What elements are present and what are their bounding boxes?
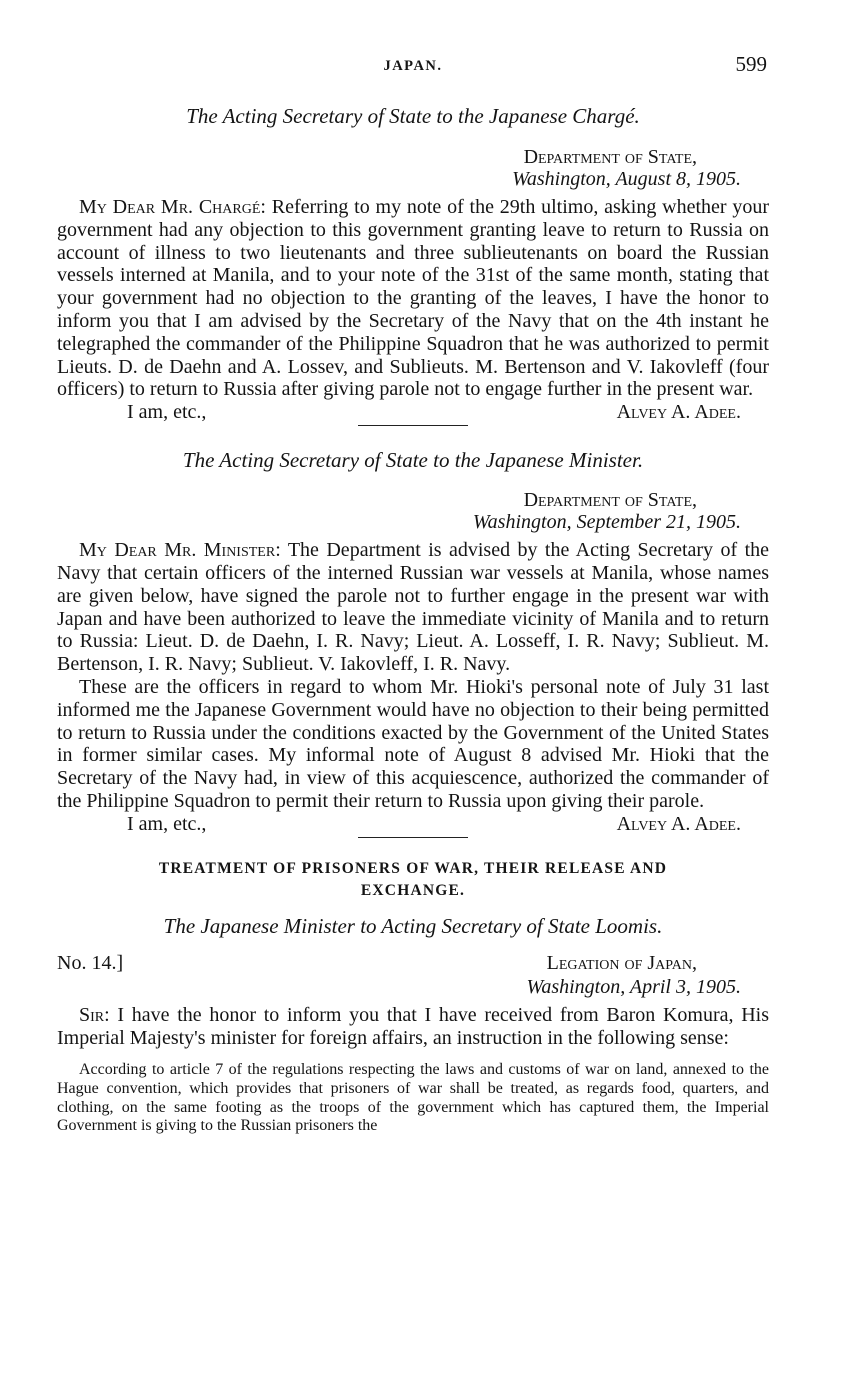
letter-3-number-row: [57, 952, 769, 976]
letter-2-closing: I am, etc.,: [127, 812, 207, 835]
section-title-line1: TREATMENT OF PRISONERS OF WAR, THEIR RELEASE AND: [158, 859, 668, 877]
letter-3: [57, 914, 769, 1136]
letter-1: [57, 104, 769, 426]
letter-1-heading: The Acting Secretary of State to the Japanese Chargé.: [186, 104, 640, 128]
letter-3-quote: According to article 7 of the regulations respecting the laws and customs of war on land, annexed to the Hague convention, which provides that prisoners of war shall be treated, as regards food, quarters, and clothing, on the same footing as the troops of the government which has captured them, the Imperial Government is giving to the Russian prisoners the: [57, 1061, 769, 1135]
letter-3-body: [57, 1004, 769, 1050]
letter-2-address-line2: Washington, September 21, 1905.: [472, 511, 741, 534]
letter-1-address-line2: Washington, August 8, 1905.: [512, 168, 741, 190]
letter-2-address-line1: Department of State,: [523, 489, 697, 512]
divider: [358, 837, 468, 838]
letter-1-text: Referring to my note of the 29th ultimo, asking whether your government had any objection to this government granting leave to return to Russia on account of illness to two lieutenants and three sublieutenants on board the Russian vessels interned at Manila, and to your note of the 31st of the same month, stating that your government had no objection to the granting of the leaves, I have the honor to inform you that I am advised by the Secretary of the Navy that on the 4th instant he telegraphed the commander of the Philippine Squadron that he was authorized to permit Lieuts. D. de Daehn and A. Lossev, and Sublieuts. M. Bertenson and V. Iakovleff (four officers) to return to Russia after giving parole not to engage further in the present war.: [57, 196, 769, 401]
letter-1-closing: I am, etc.,: [127, 401, 207, 424]
letter-3-address: [57, 976, 769, 998]
divider: [358, 425, 468, 426]
letter-1-signature: Alvey A. Adee.: [616, 401, 741, 424]
letter-2-body-2: These are the officers in regard to whom Mr. Hioki's personal note of July 31 last informed me the Japanese Government would have no objection to their being permitted to return to Russia under the conditions exacted by the Government of the United States in former similar cases. My informal note of August 8 advised Mr. Hioki that the Secretary of the Navy had, in view of this acquiescence, authorized the commander of the Philippine Squadron to permit their return to Russia upon giving their parole.: [57, 675, 769, 812]
running-head-title: JAPAN.: [383, 58, 443, 74]
letter-3-number: No. 14.]: [57, 951, 124, 974]
letter-2-salutation: My Dear Mr. Minister:: [79, 539, 281, 562]
letter-3-heading: The Japanese Minister to Acting Secretary of State Loomis.: [163, 913, 663, 938]
letter-1-signoff: [57, 401, 769, 423]
letter-3-address-line2: Washington, April 3, 1905.: [526, 975, 741, 998]
running-head: [57, 52, 769, 82]
letter-1-salutation: My Dear Mr. Chargé:: [79, 196, 266, 218]
letter-2-heading: The Acting Secretary of State to the Japanese Minister.: [182, 448, 644, 473]
letter-2: [57, 448, 769, 838]
letter-2-signoff: [57, 813, 769, 835]
section-title-line2: EXCHANGE.: [360, 881, 466, 899]
letter-1-address: [57, 146, 769, 190]
letter-2-address: [57, 489, 769, 533]
letter-2-text-1: The Department is advised by the Acting Secretary of the Navy that certain officers of the interned Russian war vessels at Manila, whose names are given below, have signed the parole not to further engage in the present war with Japan and have been authorized to leave the immediate vicinity of Manila and to return to Russia: Lieut. D. de Daehn, I. R. Navy; Lieut. A. Losseff, I. R. Navy; Sublieut. M. Bertenson, I. R. Navy; Sublieut. V. Iakovleff, I. R. Navy.: [57, 539, 770, 676]
document-page: [57, 52, 769, 1136]
letter-2-body-1: [57, 539, 769, 676]
section-heading: [57, 858, 769, 902]
letter-2-signature: Alvey A. Adee.: [616, 812, 741, 835]
letter-1-body: [57, 196, 769, 401]
page-number: 599: [735, 52, 767, 76]
letter-3-salutation: Sir:: [79, 1003, 110, 1026]
letter-3-text: I have the honor to inform you that I have received from Baron Komura, His Imperial Majesty's minister for foreign affairs, an instruction in the following sense:: [57, 1003, 770, 1049]
letter-3-address-line1: Legation of Japan,: [546, 951, 697, 974]
letter-1-address-line1: Department of State,: [523, 146, 697, 168]
